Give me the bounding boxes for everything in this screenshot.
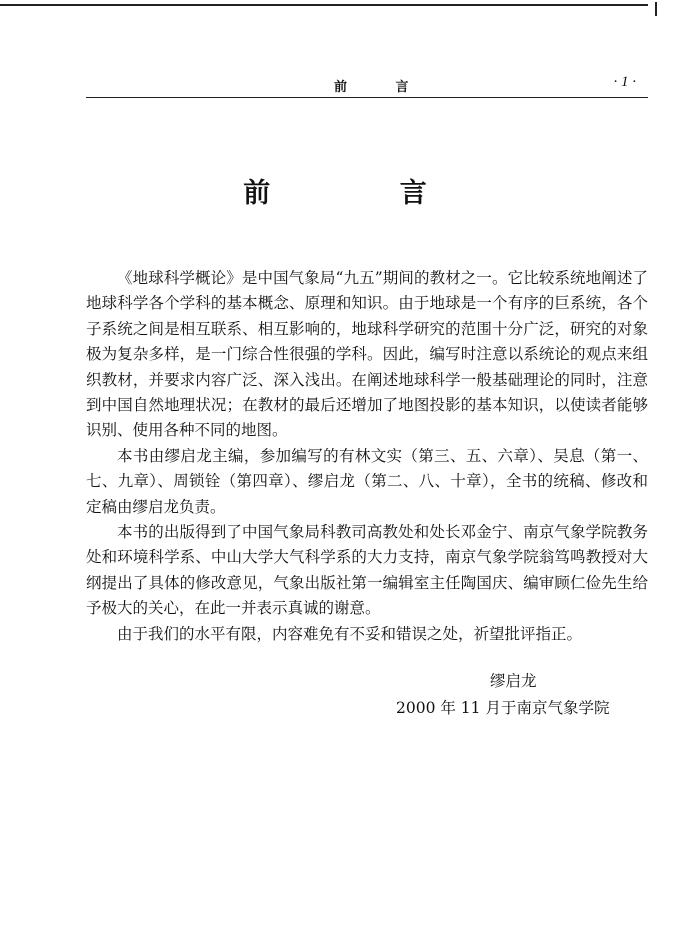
paragraph: 由于我们的水平有限，内容难免有不妥和错误之处，祈望批评指正。 [117,624,583,643]
paragraph: 本书的出版得到了中国气象局科教司高教处和处长邓金宁、南京气象学院教务处和环境科学系、中山大学大气科学系的大力支持，南京气象学院翁笃鸣教授对大纲提出了具体的修改意见，气象出版社第一编辑室主任陶国庆、编审顾仁俭先生给予极大的关心，在此一并表示真诚的谢意。 [86,523,648,618]
paragraph: 本书由缪启龙主编，参加编写的有林文实（第三、五、六章）、吴息（第一、七、九章）、周锁铨（第四章）、缪启龙（第二、八、十章），全书的统稿、修改和定稿由缪启龙负责。 [86,446,648,516]
running-title: 前 言 [334,80,431,95]
page-title: 前 言 [243,178,487,209]
running-header [86,70,648,98]
preface-body [86,266,648,647]
scan-edge-mark [655,2,657,16]
top-border-rule [0,4,648,6]
author-signature: 缪启龙 [490,672,537,690]
date-line: 2000 年 11 月于南京气象学院 [396,699,610,717]
page-number: · 1 · [613,74,636,90]
paragraph: 《地球科学概论》是中国气象局“九五”期间的教材之一。它比较系统地阐述了地球科学各个学科的基本概念、原理和知识。由于地球是一个有序的巨系统，各个子系统之间是相互联系、相互影响的，地球科学研究的范围十分广泛，研究的对象极为复杂多样，是一门综合性很强的学科。因此，编写时注意以系统论的观点来组织教材，并要求内容广泛、深入浅出。在阐述地球科学一般基础理论的同时，注意到中国自然地理状况；在教材的最后还增加了地图投影的基本知识，以使读者能够识别、使用各种不同的地图。 [86,269,648,440]
header-rule [86,97,648,98]
